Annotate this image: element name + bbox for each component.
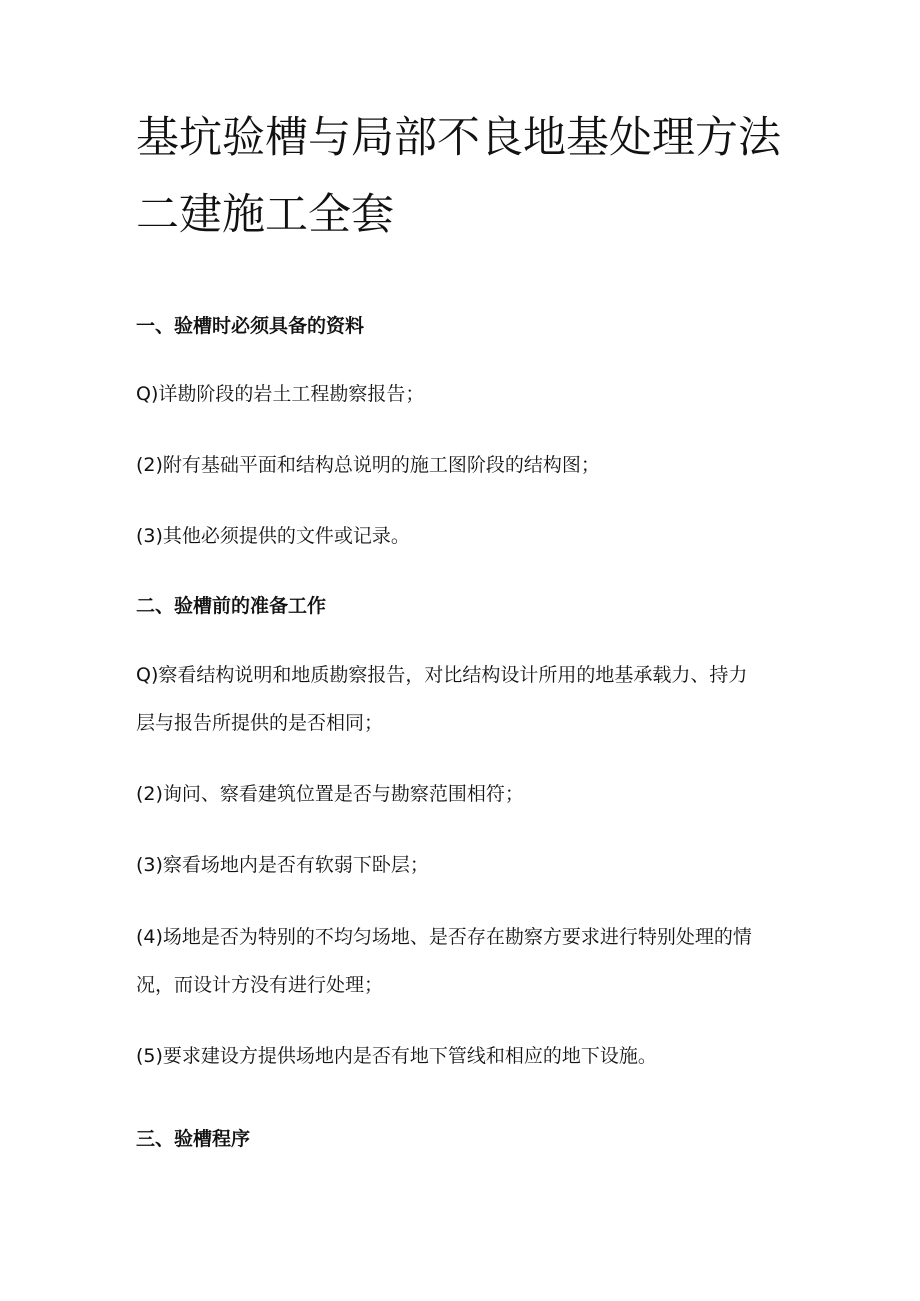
section-heading-1: 一、验槽时必须具备的资料	[136, 315, 365, 337]
section-1-paragraph-1: Q)详勘阶段的岩土工程勘察报告；	[136, 383, 425, 405]
section-1-paragraph-2: (2)附有基础平面和结构总说明的施工图阶段的结构图；	[136, 454, 600, 476]
section-2-paragraph-4-line-2: 况，而设计方没有进行处理；	[136, 974, 384, 996]
document-title-line-2: 二建施工全套	[136, 190, 394, 240]
section-2-paragraph-1-line-1: Q)察看结构说明和地质勘察报告，对比结构设计所用的地基承载力、持力	[136, 664, 748, 686]
section-heading-2: 二、验槽前的准备工作	[136, 595, 327, 617]
document-title-line-1: 基坑验槽与局部不良地基处理方法	[136, 113, 781, 163]
section-2-paragraph-2: (2)询问、察看建筑位置是否与勘察范围相符；	[136, 783, 524, 805]
section-1-paragraph-3: (3)其他必须提供的文件或记录。	[136, 525, 410, 547]
section-2-paragraph-3: (3)察看场地内是否有软弱下卧层；	[136, 854, 429, 876]
section-2-paragraph-4-line-1: (4)场地是否为特别的不均匀场地、是否存在勘察方要求进行特别处理的情	[136, 926, 752, 948]
section-heading-3: 三、验槽程序	[136, 1128, 251, 1150]
section-2-paragraph-1-line-2: 层与报告所提供的是否相同；	[136, 712, 384, 734]
section-2-paragraph-5: (5)要求建设方提供场地内是否有地下管线和相应的地下设施。	[136, 1045, 657, 1067]
